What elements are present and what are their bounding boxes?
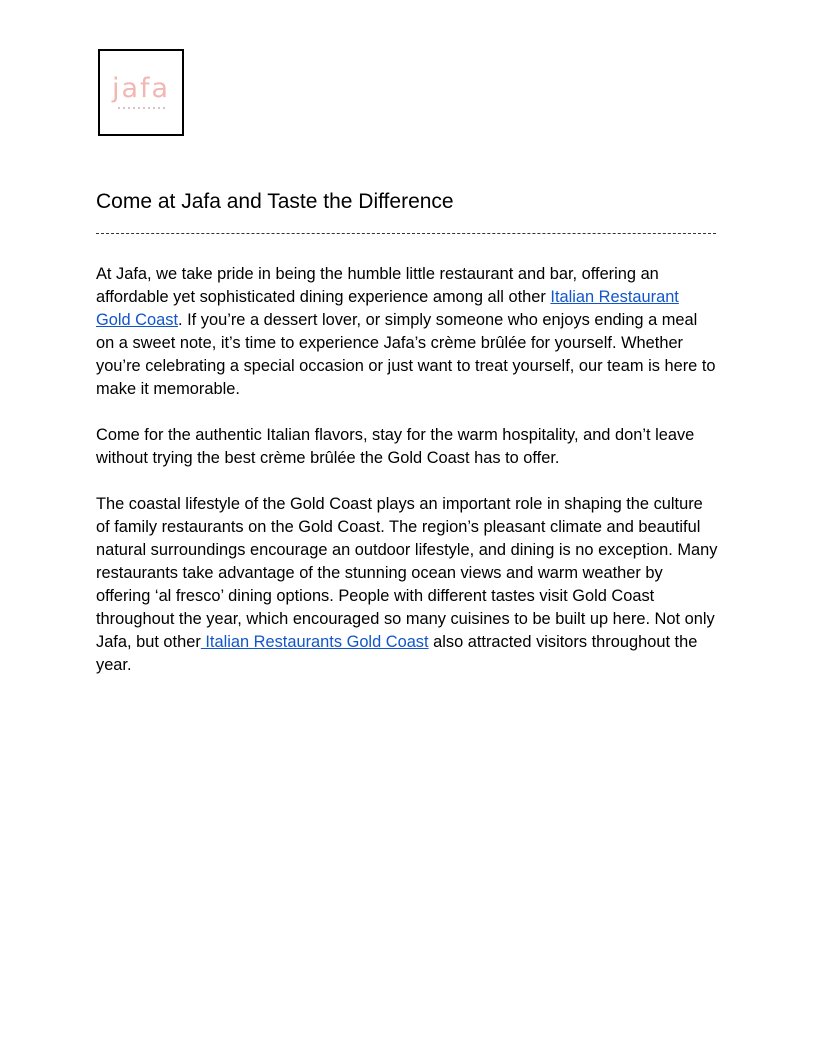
intro-paragraph — [96, 263, 718, 401]
logo-wordmark: jafa — [111, 73, 171, 104]
intro-text-before: At Jafa, we take pride in being the humble little restaurant and bar, offering an affordable yet sophisticated dining experience among all other — [96, 265, 659, 306]
logo-tagline-mark — [118, 107, 168, 109]
coastal-text-before: The coastal lifestyle of the Gold Coast plays an important role in shaping the culture of family restaurants on the Gold Coast. The region’s pleasant climate and beautiful natural surroundings encourage an outdoor lifestyle, and dining is no exception. Many restaurants take advantage of the stunning ocean views and warm weather by offering ‘al fresco’ dining options. People with different tastes visit Gold Coast throughout the year, which encouraged so many cuisines to be built up here. Not only Jafa, but other — [96, 495, 718, 651]
title-divider — [96, 233, 716, 234]
italian-restaurant-link[interactable]: Italian Restaurant Gold Coast — [96, 288, 679, 329]
logo — [98, 49, 184, 136]
flavors-paragraph: Come for the authentic Italian flavors, stay for the warm hospitality, and don’t leave without trying the best crème brûlée the Gold Coast has to offer. — [96, 426, 695, 467]
coastal-text-after: also attracted visitors throughout the year. — [96, 633, 698, 674]
italian-restaurants-link[interactable]: Italian Restaurants Gold Coast — [200, 633, 429, 651]
page-title: Come at Jafa and Taste the Difference — [96, 190, 454, 213]
coastal-paragraph — [96, 493, 718, 677]
intro-text-after: . If you’re a dessert lover, or simply someone who enjoys ending a meal on a sweet note, it’s time to experience Jafa’s crème brûlée for yourself. Whether you’re celebrating a special occasion or just want to treat yourself, our team is here to make it memorable. — [96, 311, 716, 398]
